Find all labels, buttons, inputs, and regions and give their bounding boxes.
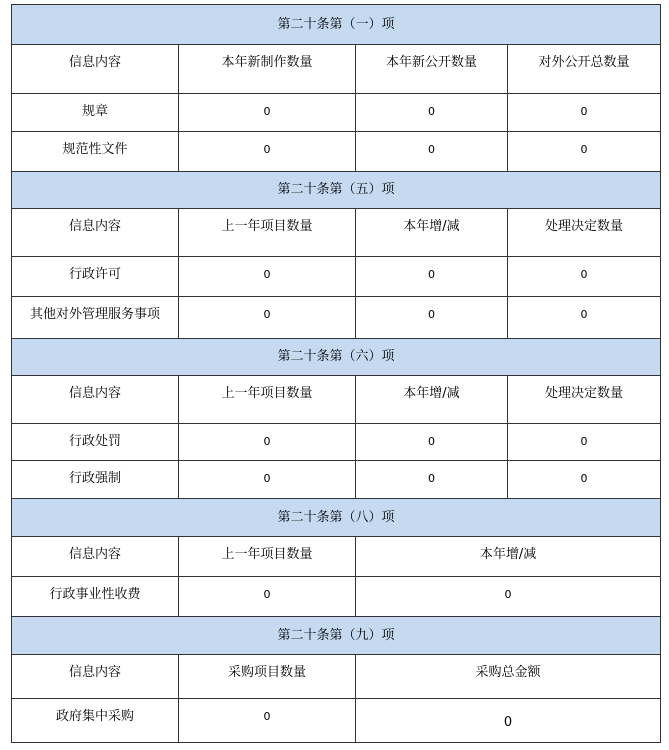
header-cell: 本年增/减 [356, 537, 661, 577]
header-row [12, 209, 661, 257]
header-cell: 本年新公开数量 [356, 45, 508, 94]
header-row [12, 537, 661, 577]
value-cell: 0 [179, 424, 356, 461]
header-cell: 本年新制作数量 [179, 45, 356, 94]
header-cell: 采购项目数量 [179, 655, 356, 699]
header-cell: 处理决定数量 [508, 209, 661, 257]
value-cell: 0 [356, 424, 508, 461]
table-row [12, 424, 661, 461]
header-cell: 采购总金额 [356, 655, 661, 699]
header-cell: 上一年项目数量 [179, 209, 356, 257]
value-cell: 0 [356, 94, 508, 132]
row-label: 行政强制 [12, 461, 179, 499]
disclosure-table-container [11, 4, 661, 743]
table-row [12, 461, 661, 499]
header-cell: 信息内容 [12, 376, 179, 424]
table-row [12, 297, 661, 339]
value-cell: 0 [179, 577, 356, 617]
header-cell: 信息内容 [12, 45, 179, 94]
row-label: 政府集中采购 [12, 699, 179, 743]
value-cell: 0 [508, 132, 661, 172]
header-cell: 对外公开总数量 [508, 45, 661, 94]
table-row [12, 94, 661, 132]
section-title: 第二十条第（一）项 [12, 5, 661, 45]
header-cell: 处理决定数量 [508, 376, 661, 424]
value-cell: 0 [179, 297, 356, 339]
value-cell: 0 [179, 132, 356, 172]
header-cell: 上一年项目数量 [179, 376, 356, 424]
value-cell: 0 [508, 94, 661, 132]
value-cell: 0 [356, 699, 661, 743]
value-cell: 0 [179, 94, 356, 132]
value-cell: 0 [356, 461, 508, 499]
header-cell: 信息内容 [12, 537, 179, 577]
row-label: 行政许可 [12, 257, 179, 297]
header-cell: 信息内容 [12, 209, 179, 257]
value-cell: 0 [179, 699, 356, 743]
row-label: 行政事业性收费 [12, 577, 179, 617]
value-cell: 0 [508, 297, 661, 339]
header-cell: 上一年项目数量 [179, 537, 356, 577]
header-cell: 本年增/减 [356, 376, 508, 424]
row-label: 行政处罚 [12, 424, 179, 461]
value-cell: 0 [179, 257, 356, 297]
header-row [12, 376, 661, 424]
value-cell: 0 [179, 461, 356, 499]
value-cell: 0 [356, 297, 508, 339]
header-row [12, 45, 661, 94]
header-cell: 本年增/减 [356, 209, 508, 257]
section-title: 第二十条第（五）项 [12, 172, 661, 209]
value-cell: 0 [356, 577, 661, 617]
value-cell: 0 [508, 424, 661, 461]
value-cell: 0 [356, 257, 508, 297]
section-title: 第二十条第（八）项 [12, 499, 661, 537]
section-title: 第二十条第（六）项 [12, 339, 661, 376]
table-row [12, 132, 661, 172]
row-label: 其他对外管理服务事项 [12, 297, 179, 339]
table-row [12, 577, 661, 617]
table-row [12, 257, 661, 297]
table-row [12, 699, 661, 743]
section-title: 第二十条第（九）项 [12, 617, 661, 655]
header-cell: 信息内容 [12, 655, 179, 699]
disclosure-table [11, 4, 661, 743]
row-label: 规范性文件 [12, 132, 179, 172]
row-label: 规章 [12, 94, 179, 132]
value-cell: 0 [356, 132, 508, 172]
header-row [12, 655, 661, 699]
value-cell: 0 [508, 461, 661, 499]
value-cell: 0 [508, 257, 661, 297]
